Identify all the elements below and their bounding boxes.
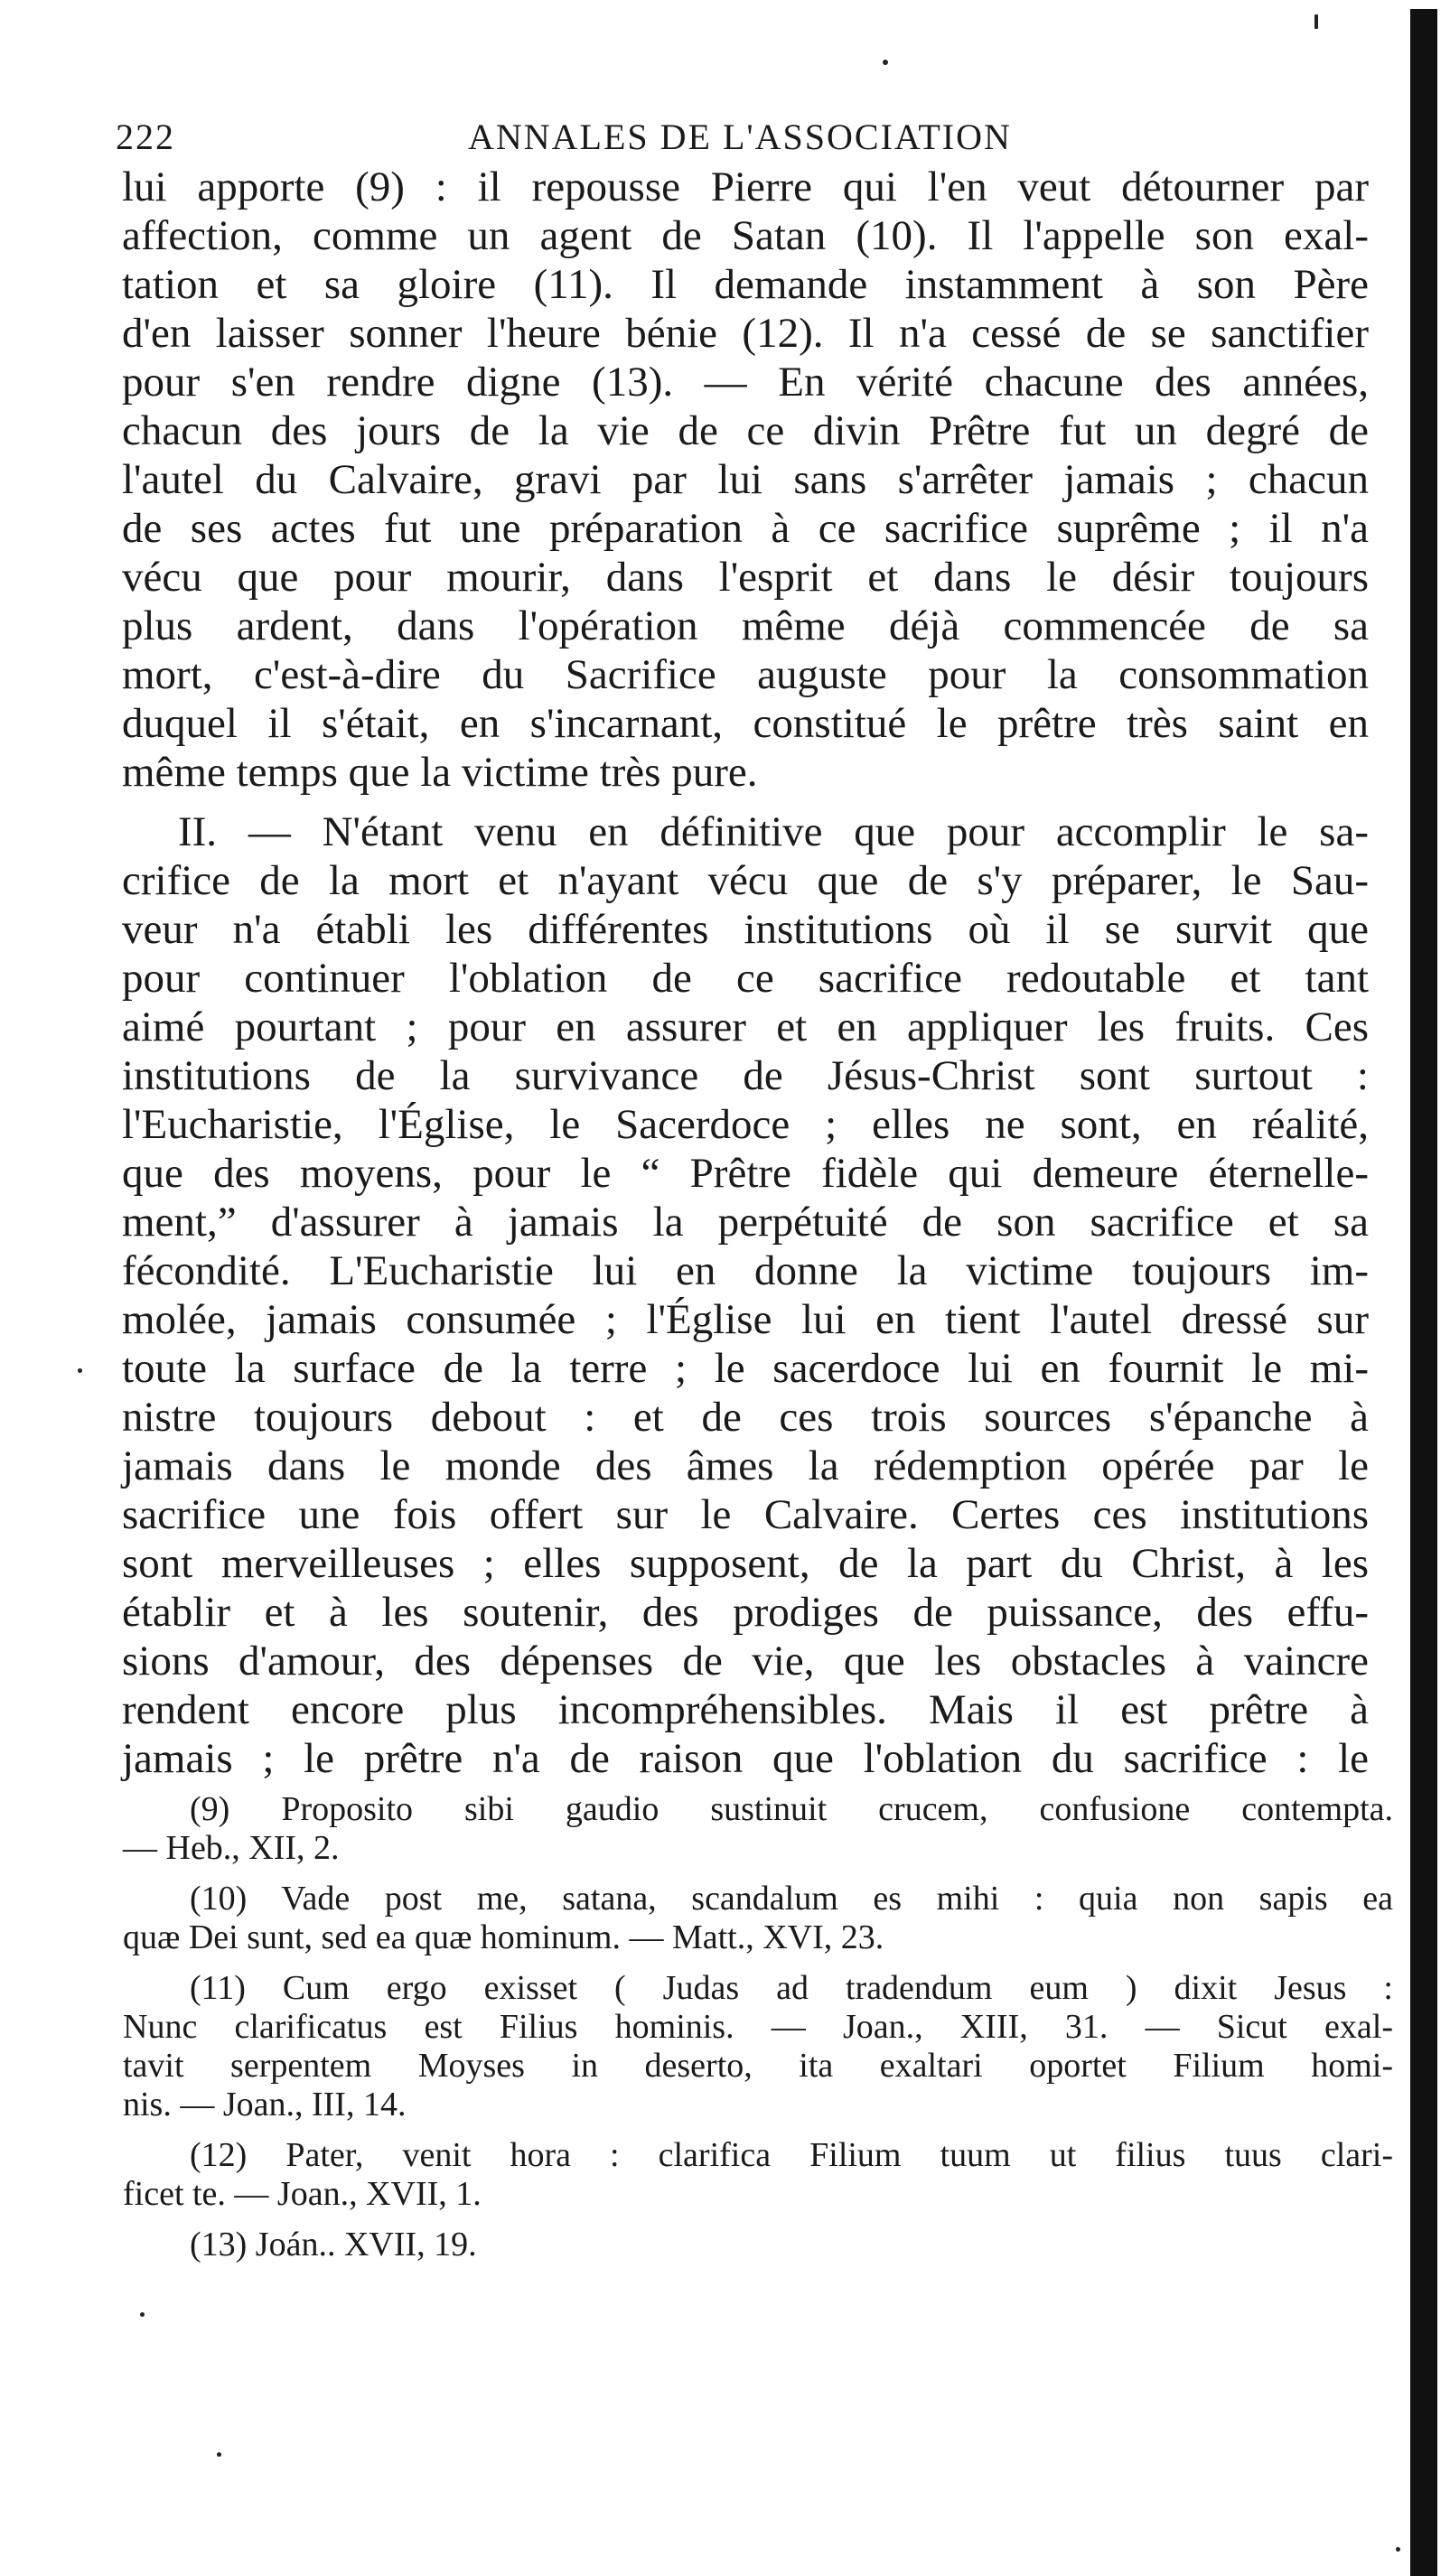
text-line: II. — N'étant venu en définitive que pour accomplir le sa-: [178, 808, 1369, 855]
text-line: lui apporte (9) : il repousse Pierre qui l'en veut détourner par: [122, 163, 1369, 210]
text-line: de ses actes fut une préparation à ce sacrifice suprême ; il n'a: [122, 505, 1369, 552]
text-line: aimé pourtant ; pour en assurer et en appliquer les fruits. Ces: [122, 1003, 1369, 1050]
text-line: d'en laisser sonner l'heure bénie (12). Il n'a cessé de se sanctifier: [122, 310, 1369, 357]
footnote-line: nis. — Joan., III, 14.: [123, 2086, 407, 2123]
text-line: veur n'a établi les différentes institutions où il se survit que: [122, 906, 1369, 953]
text-line: mort, c'est-à-dire du Sacrifice auguste pour la consommation: [122, 651, 1369, 698]
text-line: ment,” d'assurer à jamais la perpétuité de son sacrifice et sa: [122, 1199, 1369, 1246]
text-line: pour continuer l'oblation de ce sacrifice redoutable et tant: [122, 955, 1369, 1002]
footnote-line: (12) Pater, venit hora : clarifica Filium tuum ut filius tuus clari-: [190, 2136, 1393, 2174]
text-line: fécondité. L'Eucharistie lui en donne la victime toujours im-: [122, 1247, 1369, 1294]
text-line: tation et sa gloire (11). Il demande instamment à son Père: [122, 261, 1369, 308]
text-line: jamais dans le monde des âmes la rédemption opérée par le: [122, 1442, 1369, 1489]
text-line: chacun des jours de la vie de ce divin Prêtre fut un degré de: [122, 407, 1369, 454]
running-head: ANNALES DE L'ASSOCIATION: [468, 117, 1012, 157]
text-line: que des moyens, pour le “ Prêtre fidèle qui demeure éternelle-: [122, 1150, 1369, 1197]
text-line: sont merveilleuses ; elles supposent, de la part du Christ, à les: [122, 1540, 1369, 1587]
footnote-line: (13) Joán.. XVII, 19.: [190, 2226, 477, 2263]
text-line: sions d'amour, des dépenses de vie, que les obstacles à vaincre: [122, 1638, 1369, 1685]
text-line: molée, jamais consumée ; l'Église lui en tient l'autel dressé sur: [122, 1296, 1369, 1343]
text-line: crifice de la mort et n'ayant vécu que de s'y préparer, le Sau-: [122, 857, 1369, 904]
footnote-line: Nunc clarificatus est Filius hominis. — Joan., XIII, 31. — Sicut exal-: [123, 2008, 1393, 2046]
text-line: établir et à les soutenir, des prodiges de puissance, des effu-: [122, 1589, 1369, 1636]
text-line: plus ardent, dans l'opération même déjà commencée de sa: [122, 602, 1369, 649]
text-line: toute la surface de la terre ; le sacerdoce lui en fournit le mi-: [122, 1345, 1369, 1392]
footnote-line: (9) Proposito sibi gaudio sustinuit crucem, confusione contempta.: [190, 1790, 1393, 1828]
print-speck: [1314, 14, 1318, 29]
print-speck: [217, 2452, 221, 2457]
text-line: jamais ; le prêtre n'a de raison que l'oblation du sacrifice : le: [122, 1735, 1369, 1782]
text-line: nistre toujours debout : et de ces trois sources s'épanche à: [122, 1394, 1369, 1441]
footnote-line: ficet te. — Joan., XVII, 1.: [123, 2175, 482, 2213]
text-line: affection, comme un agent de Satan (10). Il l'appelle son exal-: [122, 212, 1369, 259]
page-number: 222: [116, 117, 175, 157]
print-speck: [140, 2312, 145, 2317]
text-line: duquel il s'était, en s'incarnant, constitué le prêtre très saint en: [122, 700, 1369, 747]
footnote-line: (10) Vade post me, satana, scandalum es mihi : quia non sapis ea: [190, 1880, 1393, 1918]
text-line: sacrifice une fois offert sur le Calvaire. Certes ces institutions: [122, 1491, 1369, 1538]
footnotes: [123, 1790, 1393, 2264]
footnote-line: tavit serpentem Moyses in deserto, ita exaltari oportet Filium homi-: [123, 2047, 1393, 2085]
text-line: vécu que pour mourir, dans l'esprit et dans le désir toujours: [122, 554, 1369, 601]
text-line: institutions de la survivance de Jésus-Christ sont surtout :: [122, 1052, 1369, 1099]
print-speck: [1396, 2547, 1400, 2552]
print-speck: [883, 60, 888, 65]
text-line: même temps que la victime très pure.: [122, 749, 758, 796]
print-speck: [78, 1368, 82, 1373]
body-text: [122, 163, 1369, 1783]
text-line: rendent encore plus incompréhensibles. Mais il est prêtre à: [122, 1686, 1369, 1733]
text-line: pour s'en rendre digne (13). — En vérité chacune des années,: [122, 359, 1369, 406]
page-header: [116, 116, 1362, 161]
text-line: l'autel du Calvaire, gravi par lui sans s'arrêter jamais ; chacun: [122, 456, 1369, 503]
footnote-line: (11) Cum ergo exisset ( Judas ad tradendum eum ) dixit Jesus :: [190, 1969, 1393, 2007]
page-binding-edge: [1410, 9, 1437, 2576]
footnote-line: quæ Dei sunt, sed ea quæ hominum. — Matt., XVI, 23.: [123, 1918, 884, 1956]
footnote-line: — Heb., XII, 2.: [123, 1829, 340, 1867]
text-line: l'Eucharistie, l'Église, le Sacerdoce ; elles ne sont, en réalité,: [122, 1101, 1369, 1148]
